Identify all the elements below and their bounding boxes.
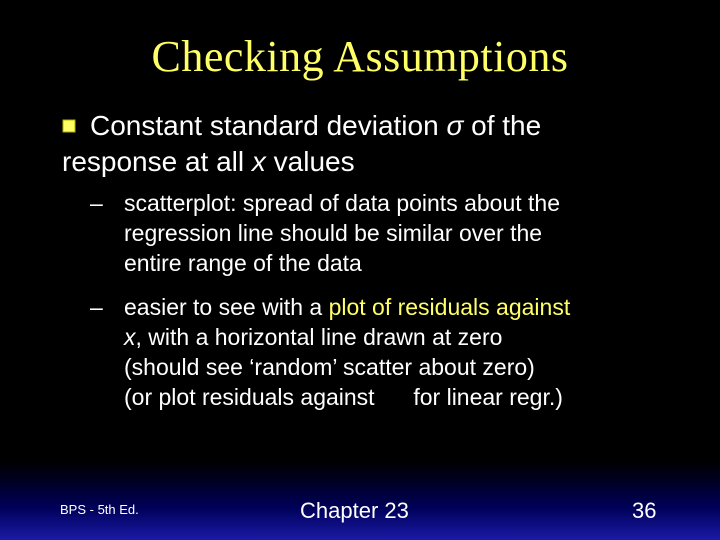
- dash-marker: –: [90, 190, 103, 216]
- sigma-symbol: σ: [446, 110, 464, 141]
- bullet-text-c: response at all: [62, 146, 252, 177]
- bullet-constant-sd: [62, 108, 702, 180]
- diamond-bullet-icon: [62, 119, 76, 133]
- dash-marker: –: [90, 294, 103, 320]
- x-symbol: x: [124, 324, 136, 350]
- bullet-text-d: values: [265, 146, 355, 177]
- sub1-line-1: scatterplot: spread of data points about the: [124, 190, 561, 216]
- sub2-line-2: [124, 322, 700, 352]
- sub-bullet-residuals: [90, 292, 700, 412]
- sub2-text-c: (or plot residuals against: [124, 384, 381, 410]
- bullet-text-a: Constant standard deviation: [90, 110, 447, 141]
- sub2-line-1: [124, 292, 700, 322]
- bullet-line-1: [62, 108, 702, 144]
- bullet-line-2: [34, 144, 702, 180]
- sub1-line-3: entire range of the data: [124, 250, 362, 276]
- slide-title: Checking Assumptions: [151, 32, 569, 81]
- sub2-text-d: for linear regr.): [406, 384, 563, 410]
- footer-chapter: Chapter 23: [300, 498, 409, 523]
- page-number: 36: [632, 498, 657, 523]
- x-symbol: x: [251, 146, 266, 177]
- sub2-line-3: (should see ‘random’ scatter about zero): [124, 354, 535, 380]
- blank-math-placeholder: [383, 386, 405, 408]
- highlighted-text: plot of residuals against: [328, 294, 571, 320]
- footer-edition: BPS - 5th Ed.: [60, 502, 139, 517]
- sub2-text-b: , with a horizontal line drawn at zero: [135, 324, 503, 350]
- sub2-line-4: [124, 382, 700, 412]
- sub2-text-a: easier to see with a: [124, 294, 329, 320]
- bullet-text-b: of the: [463, 110, 542, 141]
- sub-bullet-scatterplot: [90, 188, 700, 278]
- sub1-line-2: regression line should be similar over the: [124, 220, 543, 246]
